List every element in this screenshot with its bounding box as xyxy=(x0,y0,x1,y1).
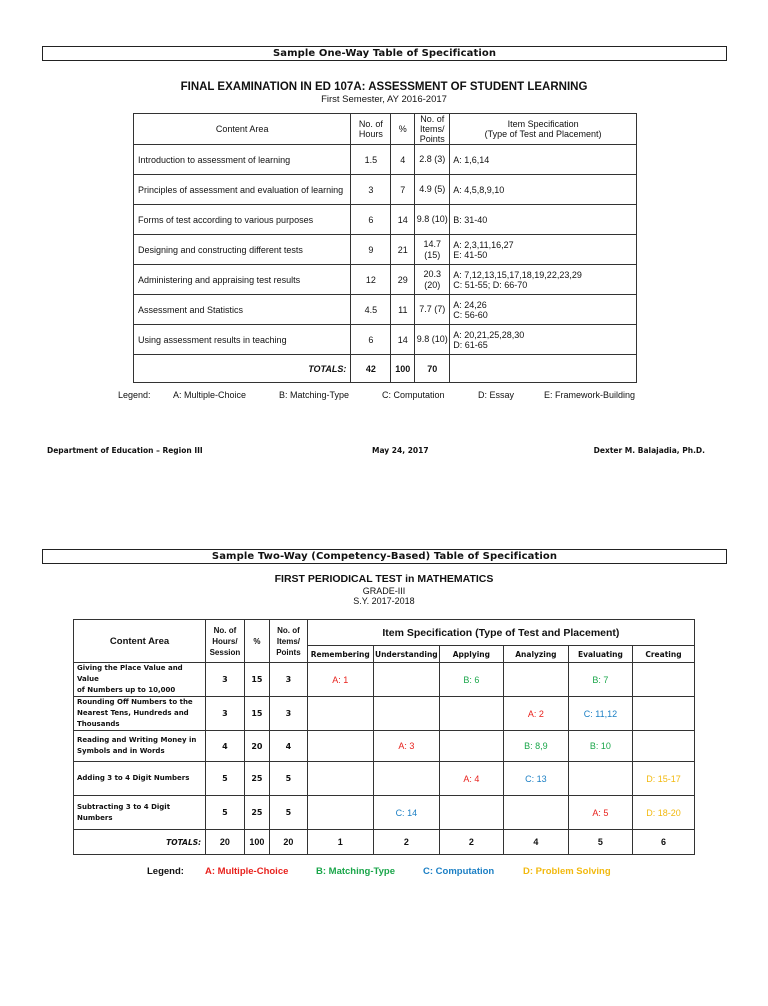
item-spec-line: D: 61-65 xyxy=(453,339,488,350)
competency-line: Subtracting 3 to 4 Digit Numbers xyxy=(77,802,171,822)
header-content-area: Content Area xyxy=(134,114,351,145)
item-spec-line: A: 20,21,25,28,30 xyxy=(453,329,525,340)
table-row xyxy=(134,235,637,265)
table-row xyxy=(134,265,637,295)
competency-line: of Numbers up to 10,000 xyxy=(77,686,176,694)
item-spec-line: A: 2,3,11,16,27 xyxy=(453,239,514,250)
banner-one-way: Sample One-Way Table of Specification xyxy=(42,46,727,61)
totals-level: 4 xyxy=(503,830,568,855)
percent-cell: 7 xyxy=(391,175,415,205)
item-spec-line: C: 51-55; D: 66-70 xyxy=(453,279,528,290)
legend2-matching-type: B: Matching-Type xyxy=(316,866,395,877)
spec-cell xyxy=(373,762,439,796)
percent-cell: 15 xyxy=(244,663,269,697)
grade-label: GRADE-III xyxy=(362,586,406,596)
spec-cell: B: 6 xyxy=(439,663,503,697)
hours-cell: 1.5 xyxy=(351,145,391,175)
items-cell: 3 xyxy=(270,697,308,731)
table-row xyxy=(134,295,637,325)
items-line: 20.3 xyxy=(423,268,442,279)
hours-cell: 5 xyxy=(206,796,245,830)
spec-cell: A: 4 xyxy=(439,762,503,796)
totals-level: 1 xyxy=(307,830,373,855)
items-cell: 4 xyxy=(270,731,308,762)
items-line: 14.7 xyxy=(423,238,442,249)
totals-level: 2 xyxy=(373,830,439,855)
two-way-table xyxy=(73,619,695,855)
totals-level: 6 xyxy=(632,830,694,855)
table-row xyxy=(134,325,637,355)
item-spec-cell xyxy=(450,205,637,235)
table-row xyxy=(134,145,637,175)
spec-cell: A: 3 xyxy=(373,731,439,762)
legend2-multiple-choice: A: Multiple-Choice xyxy=(205,866,289,877)
items-line: 4.9 (5) xyxy=(419,184,446,194)
percent-cell: 25 xyxy=(244,762,269,796)
item-spec-line: B: 31-40 xyxy=(453,214,488,225)
totals-items: 20 xyxy=(270,830,308,855)
footer-author: Dexter M. Balajadia, Ph.D. xyxy=(593,446,705,455)
table-row xyxy=(74,731,695,762)
spec-cell: C: 13 xyxy=(503,762,568,796)
item-spec-line: E: 41-50 xyxy=(453,249,488,260)
content-area-cell: Designing and constructing different tests xyxy=(134,235,351,265)
items-line: 2.8 (3) xyxy=(419,154,446,164)
spec-cell xyxy=(307,796,373,830)
items-line: 9.8 (10) xyxy=(416,214,448,224)
spec-cell xyxy=(632,731,694,762)
spec-cell xyxy=(439,697,503,731)
item-spec-line: A: 1,6,14 xyxy=(453,154,490,165)
percent-cell: 4 xyxy=(391,145,415,175)
totals-label: TOTALS: xyxy=(134,355,351,383)
spec-cell xyxy=(373,663,439,697)
hours-cell: 6 xyxy=(351,205,391,235)
footer-date: May 24, 2017 xyxy=(372,446,429,455)
legend-essay: D: Essay xyxy=(478,390,515,400)
exam-subtitle: First Semester, AY 2016-2017 xyxy=(321,94,447,105)
table-row xyxy=(134,175,637,205)
header-percent: % xyxy=(391,114,415,145)
header-items: No. of Items/ Points xyxy=(415,114,450,145)
level-header-creating: Creating xyxy=(632,646,694,663)
competency-line: Nearest Tens, Hundreds and xyxy=(77,709,189,717)
items-line: (15) xyxy=(424,249,441,260)
spec-cell: A: 5 xyxy=(568,796,632,830)
percent-cell: 21 xyxy=(391,235,415,265)
spec-cell: A: 1 xyxy=(307,663,373,697)
spec-cell: D: 18-20 xyxy=(632,796,694,830)
content-area-cell: Assessment and Statistics xyxy=(134,295,351,325)
spec-cell xyxy=(307,731,373,762)
hours-cell: 9 xyxy=(351,235,391,265)
spec-cell: B: 10 xyxy=(568,731,632,762)
percent-cell: 20 xyxy=(244,731,269,762)
item-spec-cell xyxy=(450,235,637,265)
percent-cell: 15 xyxy=(244,697,269,731)
percent-cell: 14 xyxy=(391,325,415,355)
totals-items: 70 xyxy=(415,355,450,383)
competency-line: Symbols and in Words xyxy=(77,747,165,755)
item-spec-cell xyxy=(450,265,637,295)
items-cell: 5 xyxy=(270,762,308,796)
items-cell xyxy=(415,235,450,265)
totals-percent: 100 xyxy=(244,830,269,855)
items-line: 7.7 (7) xyxy=(419,304,446,314)
hours-cell: 5 xyxy=(206,762,245,796)
totals-percent: 100 xyxy=(391,355,415,383)
competency-cell xyxy=(74,731,206,762)
spec-cell: D: 15-17 xyxy=(632,762,694,796)
competency-line: Reading and Writing Money in xyxy=(77,736,197,744)
items-cell xyxy=(415,295,450,325)
competency-line: Rounding Off Numbers to the xyxy=(77,698,193,706)
hours-cell: 12 xyxy=(351,265,391,295)
one-way-table xyxy=(133,113,637,383)
legend-label: Legend: xyxy=(118,390,151,400)
totals-level: 5 xyxy=(568,830,632,855)
totals-label: TOTALS: xyxy=(74,830,206,855)
item-spec-line: C: 56-60 xyxy=(453,309,488,320)
items-cell: 3 xyxy=(270,663,308,697)
table-row xyxy=(134,205,637,235)
header-item-spec: Item Specification (Type of Test and Placement) xyxy=(307,620,694,646)
spec-cell xyxy=(503,796,568,830)
items-cell xyxy=(415,265,450,295)
items-line: 9.8 (10) xyxy=(416,334,448,344)
spec-cell xyxy=(307,762,373,796)
table-row xyxy=(74,762,695,796)
header-hours: No. of Hours xyxy=(351,114,391,145)
header-item-spec: Item Specification (Type of Test and Placement) xyxy=(450,114,637,145)
legend2-computation: C: Computation xyxy=(423,866,495,877)
spec-cell xyxy=(307,697,373,731)
item-spec-cell xyxy=(450,295,637,325)
header-hours: No. of Hours/ Session xyxy=(206,620,245,663)
spec-cell xyxy=(439,731,503,762)
level-header-applying: Applying xyxy=(439,646,503,663)
items-cell xyxy=(415,205,450,235)
legend-matching-type: B: Matching-Type xyxy=(279,390,350,400)
content-area-cell: Forms of test according to various purposes xyxy=(134,205,351,235)
table-row xyxy=(74,697,695,731)
level-header-understanding: Understanding xyxy=(373,646,439,663)
percent-cell: 25 xyxy=(244,796,269,830)
items-cell xyxy=(415,175,450,205)
spec-cell xyxy=(373,697,439,731)
legend2-label: Legend: xyxy=(147,866,184,877)
totals-hours: 20 xyxy=(206,830,245,855)
item-spec-line: A: 24,26 xyxy=(453,299,487,310)
competency-line: Adding 3 to 4 Digit Numbers xyxy=(77,774,190,782)
hours-cell: 4 xyxy=(206,731,245,762)
spec-cell xyxy=(439,796,503,830)
competency-line: Giving the Place Value and Value xyxy=(77,664,183,683)
item-spec-line: A: 7,12,13,15,17,18,19,22,23,29 xyxy=(453,269,582,280)
level-header-analyzing: Analyzing xyxy=(503,646,568,663)
items-line: (20) xyxy=(424,279,441,290)
spec-cell: B: 7 xyxy=(568,663,632,697)
school-year: S.Y. 2017-2018 xyxy=(353,596,415,606)
hours-cell: 6 xyxy=(351,325,391,355)
competency-line: Thousands xyxy=(77,720,120,728)
competency-cell xyxy=(74,796,206,830)
banner-two-way: Sample Two-Way (Competency-Based) Table of Specification xyxy=(42,549,727,564)
item-spec-cell xyxy=(450,145,637,175)
content-area-cell: Administering and appraising test results xyxy=(134,265,351,295)
item-spec-cell xyxy=(450,175,637,205)
footer-department: Department of Education – Region III xyxy=(47,446,203,455)
spec-cell: A: 2 xyxy=(503,697,568,731)
header-content-area: Content Area xyxy=(74,620,206,663)
table-row xyxy=(74,663,695,697)
totals-level: 2 xyxy=(439,830,503,855)
test-title: FIRST PERIODICAL TEST in MATHEMATICS xyxy=(274,573,494,585)
hours-cell: 4.5 xyxy=(351,295,391,325)
spec-cell: C: 14 xyxy=(373,796,439,830)
content-area-cell: Using assessment results in teaching xyxy=(134,325,351,355)
spec-cell xyxy=(632,663,694,697)
items-cell xyxy=(415,325,450,355)
competency-cell xyxy=(74,762,206,796)
items-cell: 5 xyxy=(270,796,308,830)
spec-cell xyxy=(632,697,694,731)
header-items: No. of Items/ Points xyxy=(270,620,308,663)
content-area-cell: Introduction to assessment of learning xyxy=(134,145,351,175)
hours-cell: 3 xyxy=(351,175,391,205)
table-header-row xyxy=(74,620,695,646)
legend-framework-building: E: Framework-Building xyxy=(544,390,636,400)
legend-multiple-choice: A: Multiple-Choice xyxy=(173,390,247,400)
spec-cell: B: 8,9 xyxy=(503,731,568,762)
percent-cell: 14 xyxy=(391,205,415,235)
spec-cell xyxy=(503,663,568,697)
table-header-row xyxy=(134,114,637,145)
table-row xyxy=(74,796,695,830)
spec-cell: C: 11,12 xyxy=(568,697,632,731)
totals-row xyxy=(134,355,637,383)
totals-row xyxy=(74,830,695,855)
percent-cell: 29 xyxy=(391,265,415,295)
content-area-cell: Principles of assessment and evaluation of learning xyxy=(134,175,351,205)
legend-computation: C: Computation xyxy=(382,390,445,400)
exam-title: FINAL EXAMINATION IN ED 107A: ASSESSMENT OF STUDENT LEARNING xyxy=(180,81,588,93)
legend2-problem-solving: D: Problem Solving xyxy=(523,866,611,877)
percent-cell: 11 xyxy=(391,295,415,325)
items-cell xyxy=(415,145,450,175)
item-spec-cell xyxy=(450,325,637,355)
competency-cell xyxy=(74,697,206,731)
competency-cell xyxy=(74,663,206,697)
level-header-evaluating: Evaluating xyxy=(568,646,632,663)
spec-cell xyxy=(568,762,632,796)
level-header-remembering: Remembering xyxy=(307,646,373,663)
totals-spec-empty xyxy=(450,355,637,383)
header-percent: % xyxy=(244,620,269,663)
totals-hours: 42 xyxy=(351,355,391,383)
item-spec-line: A: 4,5,8,9,10 xyxy=(453,184,505,195)
hours-cell: 3 xyxy=(206,697,245,731)
hours-cell: 3 xyxy=(206,663,245,697)
